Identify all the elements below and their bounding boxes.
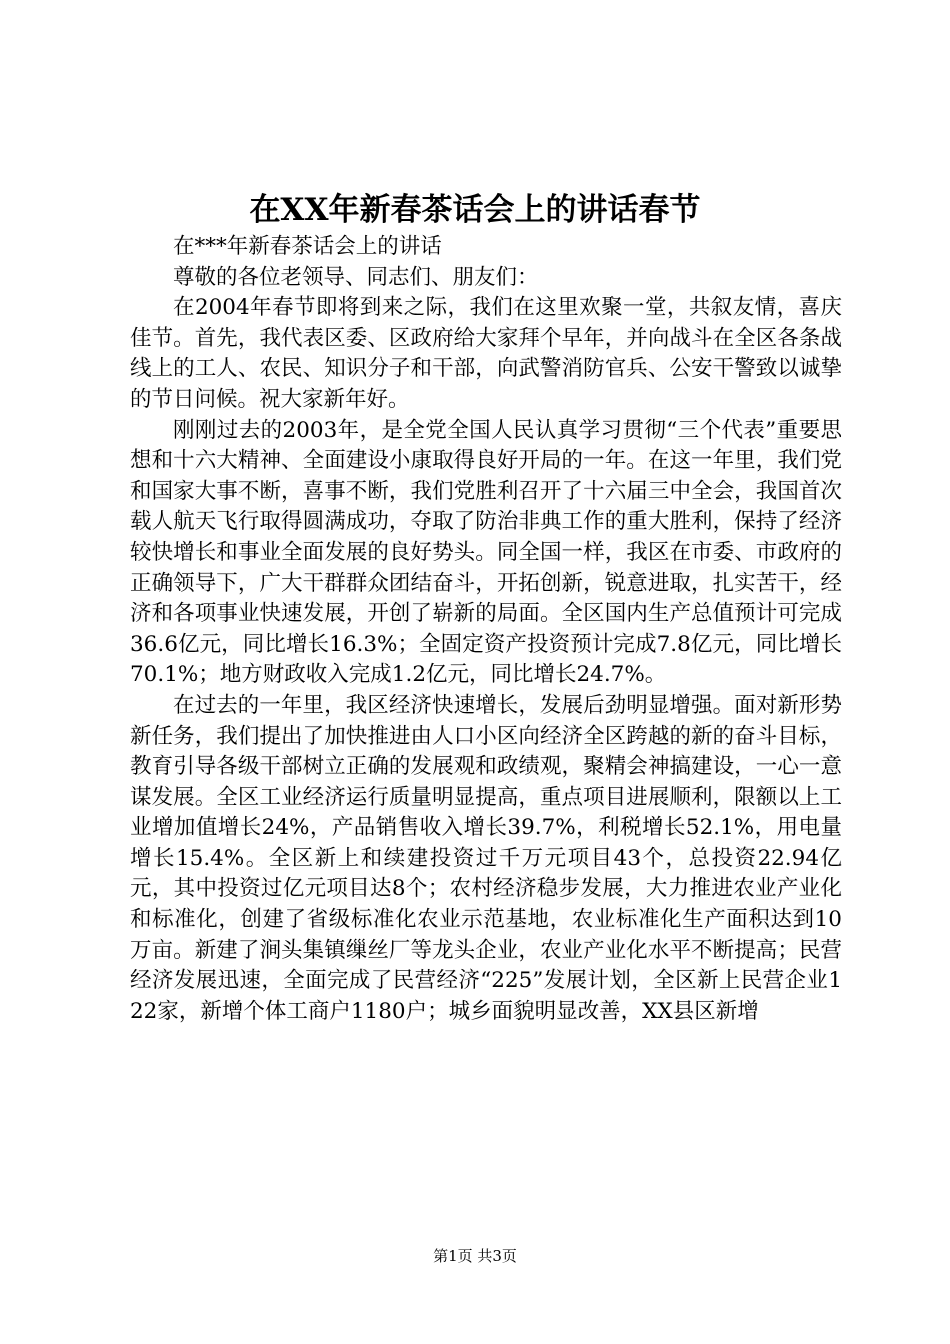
paragraph-review-2003: 刚刚过去的2003年，是全党全国人民认真学习贯彻“三个代表”重要思想和十六大精神、全面建设小康取得良好开局的一年。在这一年里，我们党和国家大事不断，喜事不断，我们党胜利召开了十六届三中全会，我国首次载人航天飞行取得圆满成功，夺取了防治非典工作的重大胜利，保持了经济较快增长和事业全面发展的良好势头。同全国一样，我区在市委、市政府的正确领导下，广大干群群众团结奋斗，开拓创新，锐意进取，扎实苦干，经济和各项事业快速发展，开创了崭新的局面。全区国内生产总值预计可完成36.6亿元，同比增长16.3%；全固定资产投资预计完成7.8亿元，同比增长70.1%；地方财政收入完成1.2亿元，同比增长24.7%。 (130, 417, 842, 688)
document-title: 在XX年新春茶话会上的讲话春节 (249, 192, 701, 228)
paragraph-subtitle: 在***年新春茶话会上的讲话 (173, 234, 442, 259)
paragraph-salutation: 尊敬的各位老领导、同志们、朋友们： (173, 264, 539, 290)
paragraph-economy: 在过去的一年里，我区经济快速增长，发展后劲明显增强。面对新形势新任务，我们提出了加快推进由人口小区向经济全区跨越的新的奋斗目标，教育引导各级干部树立正确的发展观和政绩观，聚精会神搞建设，一心一意谋发展。全区工业经济运行质量明显提高，重点项目进展顺利，限额以上工业增加值增长24%，产品销售收入增长39.7%，利税增长52.1%，用电量增长15.4%。全区新上和续建投资过千万元项目43个，总投资22.94亿元，其中投资过亿元项目达8个；农村经济稳步发展，大力推进农业产业化和标准化，创建了省级标准化农业示范基地，农业标准化生产面积达到10万亩。新建了涧头集镇缫丝厂等龙头企业，农业产业化水平不断提高；民营经济发展迅速，全面完成了民营经济“225”发展计划，全区新上民营企业122家，新增个体工商户1180户；城乡面貌明显改善，XX县区新增 (130, 692, 842, 1024)
paragraph-greeting: 在2004年春节即将到来之际，我们在这里欢聚一堂，共叙友情，喜庆佳节。首先，我代表区委、区政府给大家拜个早年，并向战斗在全区各条战线上的工人、农民、知识分子和干部，向武警消防官兵、公安干警致以诚挚的节日问候。祝大家新年好。 (130, 295, 842, 412)
document-body (130, 232, 842, 1027)
page-number-footer: 第1页 共3页 (433, 1247, 517, 1265)
